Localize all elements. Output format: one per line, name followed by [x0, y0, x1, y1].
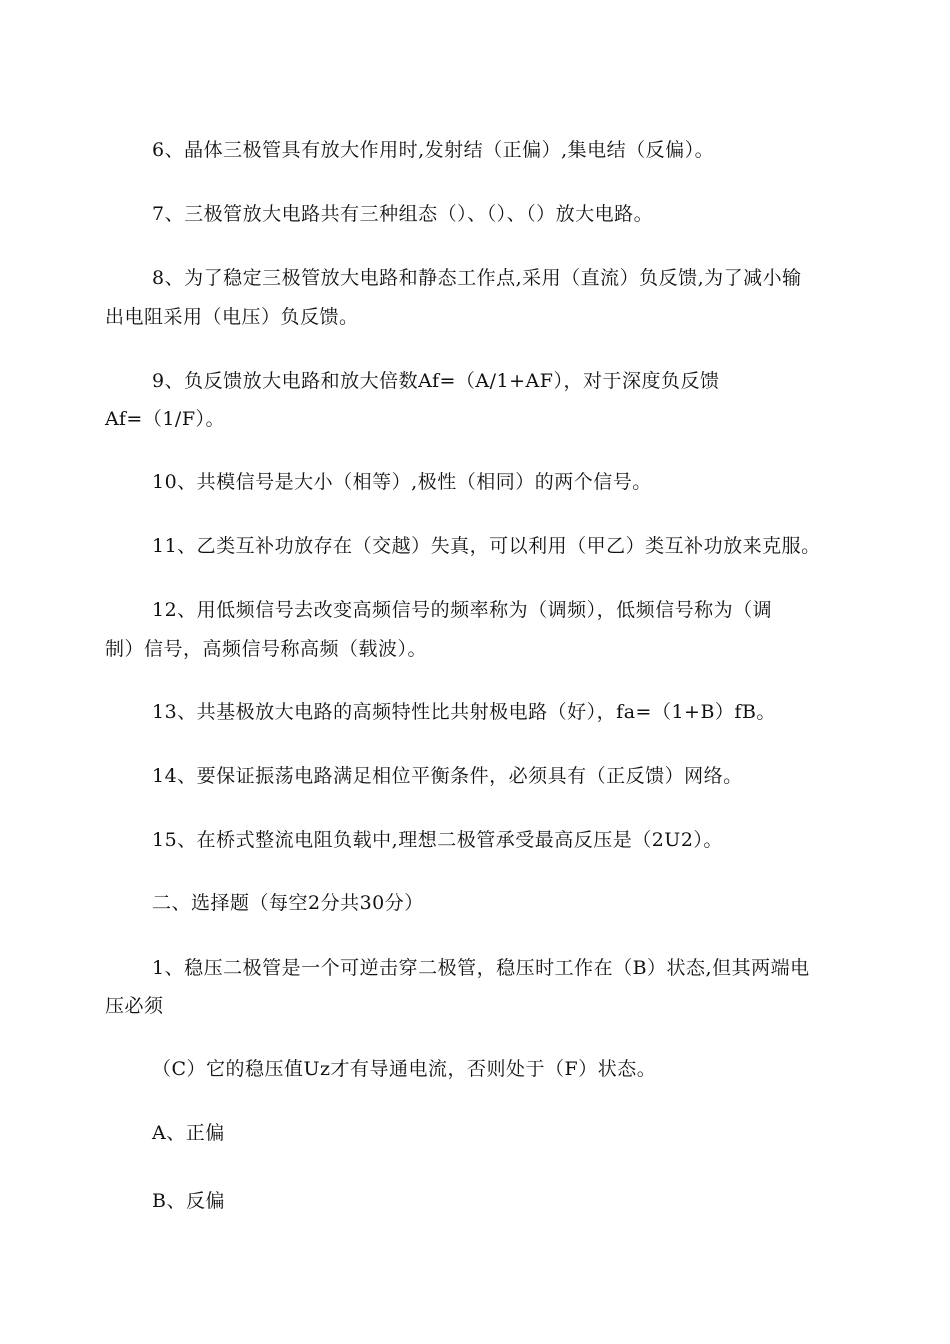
- text-line: 10、共模信号是大小（相等）,极性（相同）的两个信号。: [152, 471, 652, 493]
- text-line: 14、要保证振荡电路满足相位平衡条件，必须具有（正反馈）网络。: [152, 765, 743, 787]
- text-line: 12、用低频信号去改变高频信号的频率称为（调频），低频信号称为（调: [152, 599, 773, 621]
- text-line: 13、共基极放大电路的高频特性比共射极电路（好），fa=（1+B）fB。: [152, 701, 776, 723]
- text-line: 11、乙类互补功放存在（交越）失真，可以利用（甲乙）类互补功放来克服。: [152, 535, 821, 557]
- text-line: 15、在桥式整流电阻负载中,理想二极管承受最高反压是（2U2）。: [152, 829, 723, 851]
- section-heading: 二、选择题（每空2分共30分）: [152, 892, 424, 914]
- text-line: 9、负反馈放大电路和放大倍数Af=（A/1+AF），对于深度负反馈: [152, 370, 720, 392]
- text-line: 8、为了稳定三极管放大电路和静态工作点,采用（直流）负反馈,为了减小输: [152, 267, 802, 289]
- text-line: Af=（1/F）。: [105, 408, 226, 430]
- text-line: 出电阻采用（电压）负反馈。: [105, 306, 359, 328]
- text-line: 制）信号，高频信号称高频（载波）。: [105, 638, 428, 660]
- text-line: 1、稳压二极管是一个可逆击穿二极管，稳压时工作在（B）状态,但其两端电: [152, 957, 810, 979]
- text-line: （C）它的稳压值Uz才有导通电流，否则处于（F）状态。: [152, 1058, 657, 1080]
- text-line: 压必须: [105, 995, 164, 1017]
- option-b: B、反偏: [152, 1190, 225, 1212]
- text-line: 6、晶体三极管具有放大作用时,发射结（正偏）,集电结（反偏）。: [152, 139, 715, 161]
- option-a: A、正偏: [152, 1122, 225, 1144]
- text-line: 7、三极管放大电路共有三种组态（）、（）、（）放大电路。: [152, 203, 654, 225]
